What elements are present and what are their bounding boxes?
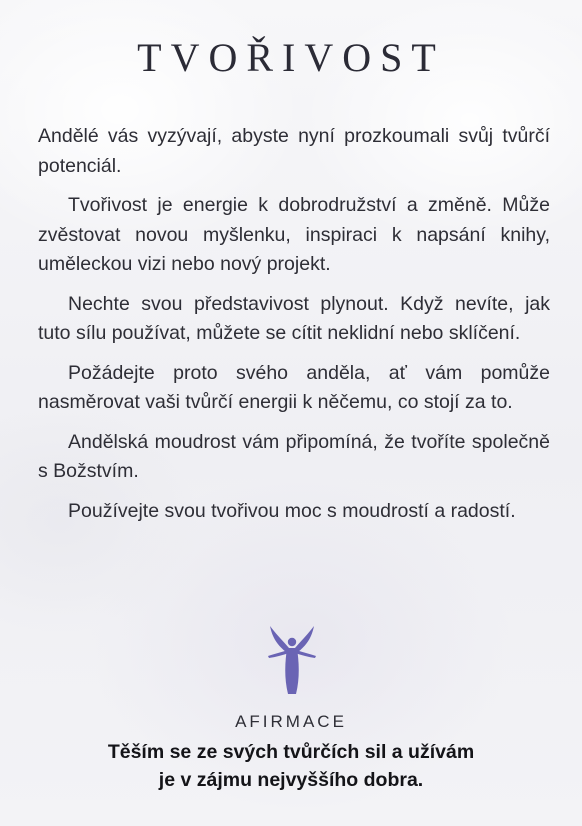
angel-icon bbox=[262, 622, 322, 696]
affirmation-line: je v zájmu nejvyššího dobra. bbox=[158, 769, 424, 791]
paragraph: Andělská moudrost vám připomíná, že tvoříte společně s Božstvím. bbox=[38, 430, 550, 482]
paragraph: Andělé vás vyzývají, abyste nyní prozkoumali svůj tvůrčí potenciál. bbox=[38, 125, 550, 177]
paragraph: Používejte svou tvořivou moc s moudrostí a radostí. bbox=[68, 499, 516, 522]
paragraph: Nechte svou představivost plynout. Když nevíte, jak tuto sílu používat, můžete se cítit neklidní nebo sklíčení. bbox=[38, 292, 550, 344]
affirmation-line: Těším se ze svých tvůrčích sil a užívám bbox=[107, 741, 475, 763]
affirmation-text bbox=[0, 738, 582, 794]
card-title: TVOŘIVOST bbox=[137, 35, 445, 80]
affirmation-label: AFIRMACE bbox=[235, 712, 347, 731]
paragraph: Tvořivost je energie k dobrodružství a změně. Může zvěstovat novou myšlenku, inspiraci k napsání knihy, uměleckou vizi nebo nový projekt. bbox=[38, 194, 550, 275]
card-body bbox=[38, 122, 550, 536]
paragraph: Požádejte proto svého anděla, ať vám pomůže nasměrovat vaši tvůrčí energii k něčemu, co stojí za to. bbox=[38, 361, 550, 413]
